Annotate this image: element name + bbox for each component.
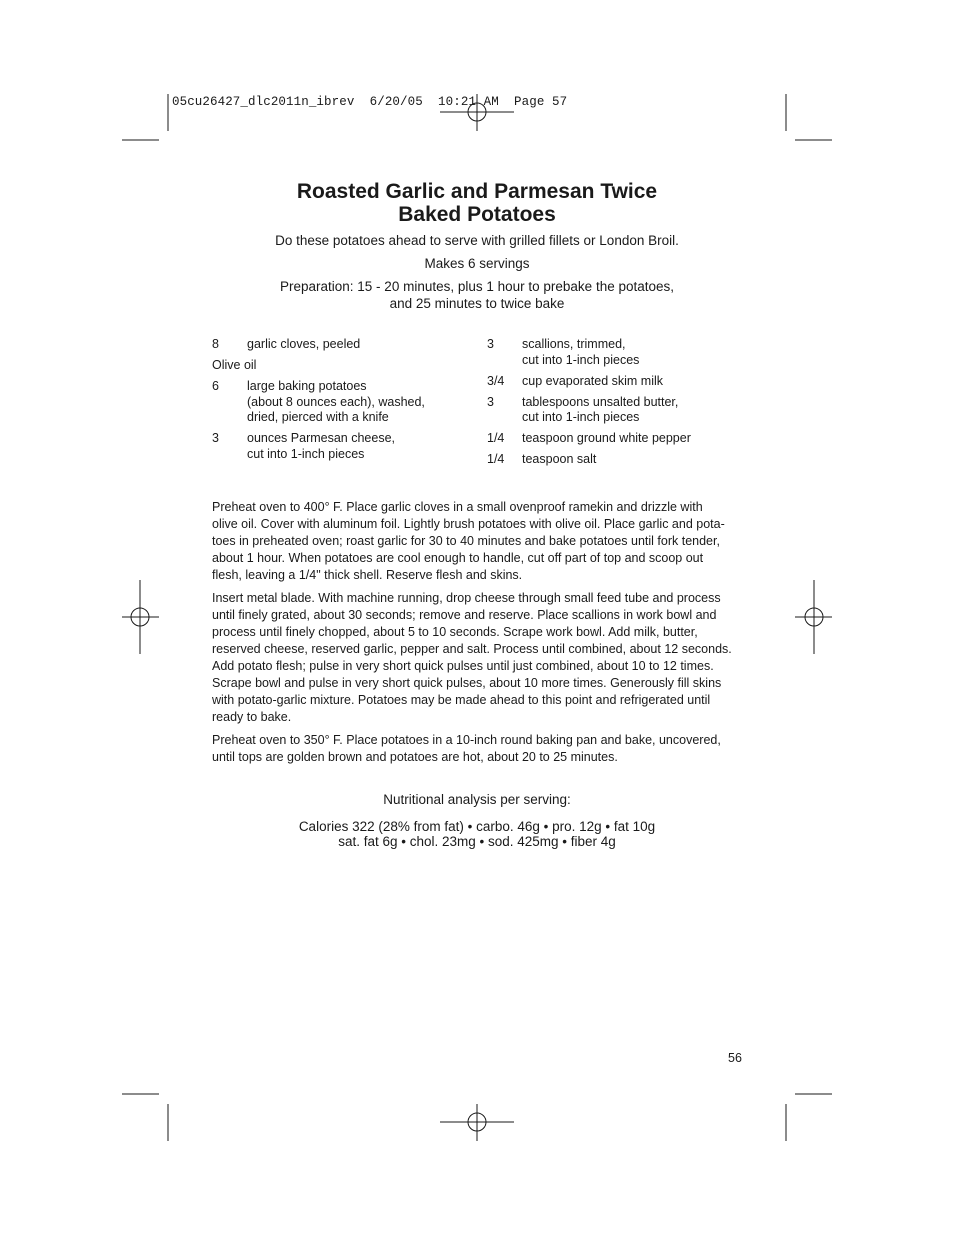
ingredient-item [212,379,472,426]
method-step-2: Insert metal blade. With machine running, drop cheese through small feed tube and process until finely grated, about 30 seconds; remove and reserve. Place scallions in work bowl and process until finely chopped, about 5 to 10 seconds. Scrape work bowl. Add milk, butter, reserved cheese, reserved garlic, pepper and salt. Process until combined, about 12 seconds. Add potato flesh; pulse in very short quick pulses until just combined, about 10 to 12 times. Scrape bowl and pulse in very short quick pulses, about 10 more times. Generously fill skins with potato-garlic mixture. Potatoes may be made ahead to this point and refrigerated until ready to bake. [212,591,732,724]
ingredient-qty: 1/4 [487,431,505,445]
recipe-title-line2: Baked Potatoes [398,203,556,226]
ingredient-item [487,452,747,468]
print-slug: 05cu26427_dlc2011n_ibrev 6/20/05 10:21 AM Page 57 [172,95,568,109]
ingredient-qty: 3/4 [487,373,505,388]
ingredient-desc: scallions, trimmed, cut into 1-inch pieces [522,337,640,367]
ingredient-desc: tablespoons unsalted butter, cut into 1-inch pieces [522,394,679,424]
ingredient-desc: garlic cloves, peeled [247,337,361,351]
recipe-preparation-line2: and 25 minutes to twice bake [389,296,565,311]
method-step-3: Preheat oven to 350° F. Place potatoes in a 10-inch round baking pan and bake, uncovered, until tops are golden brown and potatoes are hot, about 20 to 25 minutes. [212,733,721,764]
ingredient-item [212,431,472,462]
recipe-preparation-line1: Preparation: 15 - 20 minutes, plus 1 hour to prebake the potatoes, [280,279,674,294]
ingredient-desc: ounces Parmesan cheese, cut into 1-inch pieces [247,431,396,461]
ingredient-desc: large baking potatoes (about 8 ounces each), washed, dried, pierced with a knife [247,379,425,424]
recipe-title [200,180,754,226]
nutrition-heading: Nutritional analysis per serving: [383,792,571,807]
ingredient-qty: 8 [212,337,219,351]
ingredients-left-column [212,337,472,468]
ingredient-qty: 6 [212,379,219,393]
nutrition-line1: Calories 322 (28% from fat) • carbo. 46g • pro. 12g • fat 10g [298,819,656,834]
method-section [212,499,752,772]
ingredient-item [487,431,747,447]
ingredients-right-column [487,337,747,473]
recipe-intro: Do these potatoes ahead to serve with grilled fillets or London Broil. [275,233,679,248]
ingredient-qty: 3 [487,337,494,351]
registration-mark-bottom [440,1104,514,1141]
recipe-servings: Makes 6 servings [424,256,530,271]
page-number: 56 [728,1051,742,1065]
ingredient-item [212,358,472,374]
ingredient-item [487,337,747,368]
ingredient-desc: teaspoon ground white pepper [522,431,691,445]
ingredient-qty: 3 [487,394,494,409]
ingredient-item [487,395,747,426]
method-step-1: Preheat oven to 400° F. Place garlic cloves in a small ovenproof ramekin and drizzle with olive oil. Cover with aluminum foil. Lightly brush potatoes with olive oil. Place garlic and pota- toes in preheated oven; roast garlic for 30 to 40 minutes and bake potatoes until fork tender, about 1 hour. When potatoes are cool enough to handle, cut off part of top and scoop out flesh, leaving a 1/4" thick shell. Reserve flesh and skins. [212,500,725,582]
ingredient-qty: 3 [212,431,219,445]
ingredient-desc: teaspoon salt [522,452,597,466]
ingredient-desc: Olive oil [212,358,257,372]
ingredient-item [487,374,747,390]
ingredient-item [212,337,472,353]
ingredient-desc: cup evaporated skim milk [522,373,664,388]
registration-mark-right [795,580,832,654]
registration-mark-left [122,580,159,654]
ingredient-qty: 1/4 [487,452,505,466]
nutrition-line2: sat. fat 6g • chol. 23mg • sod. 425mg • fiber 4g [338,834,616,849]
recipe-title-line1: Roasted Garlic and Parmesan Twice [296,180,658,203]
